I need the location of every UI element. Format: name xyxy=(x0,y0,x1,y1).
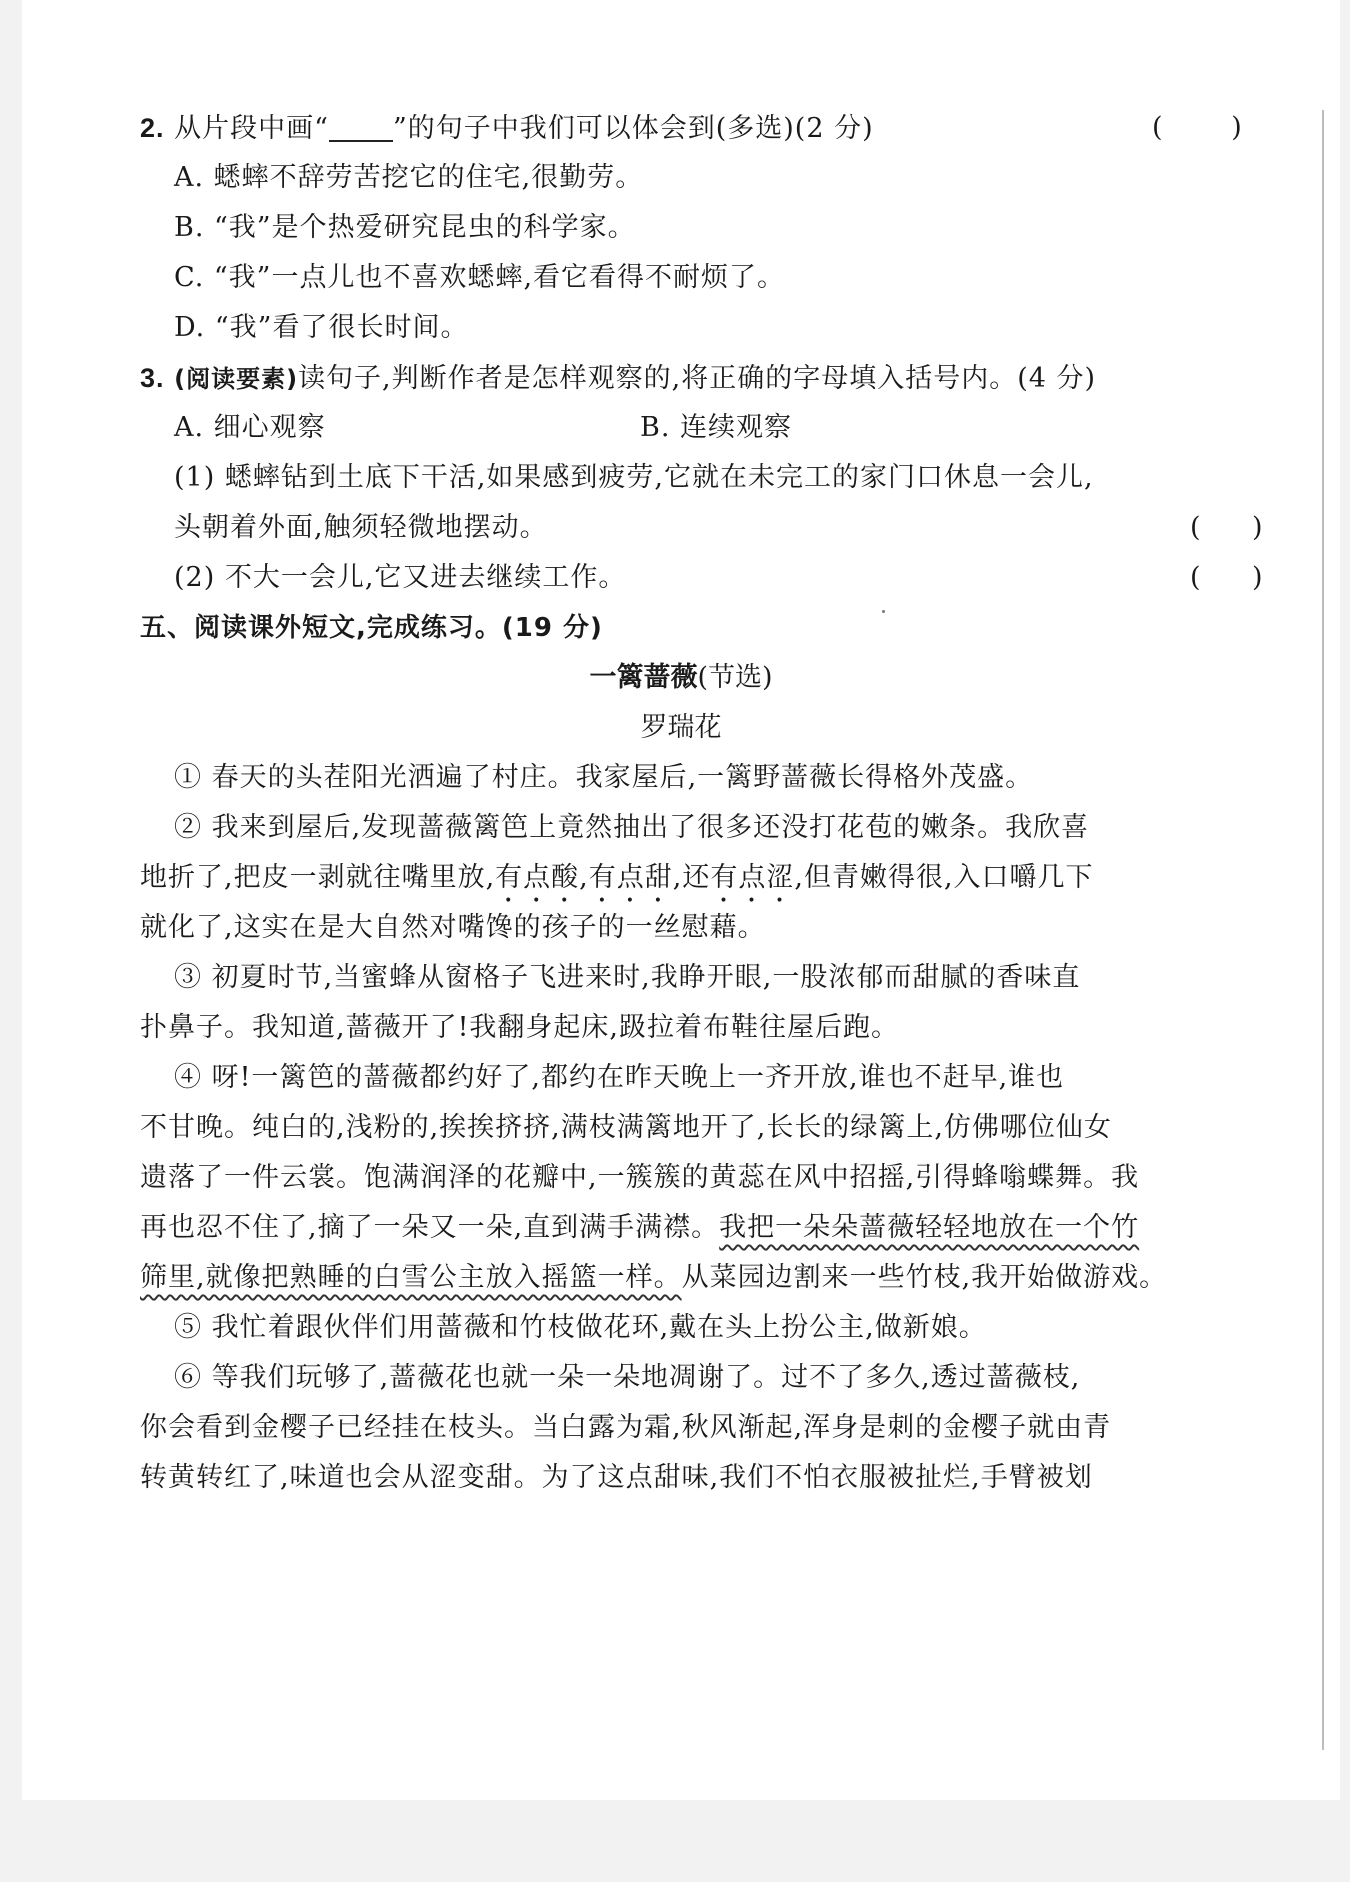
scan-speck xyxy=(882,610,885,613)
q3-item1-line1: (1) 蟋蟀钻到土底下干活,如果感到疲劳,它就在未完工的家门口休息一会儿, xyxy=(174,462,1094,493)
q3-item1-line2: 头朝着外面,触须轻微地摆动。 xyxy=(174,512,548,543)
q3-item1-answer-paren[interactable]: ( ) xyxy=(1190,512,1263,543)
paragraph-6-line-2: 你会看到金樱子已经挂在枝头。当白露为霜,秋风渐起,浑身是刺的金樱子就由青 xyxy=(140,1412,1112,1443)
q2-answer-paren[interactable]: ( ) xyxy=(1152,112,1242,143)
wavy-underlined-sentence-part2: 筛里,就像把熟睡的白雪公主放入摇篮一样。 xyxy=(140,1262,682,1293)
q3-tag: (阅读要素) xyxy=(174,365,299,393)
paragraph-4-line-1: ④ 呀!一篱笆的蔷薇都约好了,都约在昨天晚上一齐开放,谁也不赶早,谁也 xyxy=(174,1062,1065,1093)
worksheet-page xyxy=(22,0,1340,1800)
paragraph-4-line-5: 筛里,就像把熟睡的白雪公主放入摇篮一样。从菜园边割来一些竹枝,我开始做游戏。 xyxy=(140,1262,1168,1293)
dotted-phrase-sour: 有点酸 xyxy=(495,862,580,893)
passage-title-note: (节选) xyxy=(697,662,773,693)
q3-item2-answer-paren[interactable]: ( ) xyxy=(1190,562,1263,593)
paragraph-2-line-3: 就化了,这实在是大自然对嘴馋的孩子的一丝慰藉。 xyxy=(140,912,766,943)
paragraph-5: ⑤ 我忙着跟伙伴们用蔷薇和竹枝做花环,戴在头上扮公主,做新娘。 xyxy=(174,1312,987,1343)
q2-option-d: D. “我”看了很长时间。 xyxy=(174,312,469,343)
q2-option-b: B. “我”是个热爱研究昆虫的科学家。 xyxy=(174,212,636,243)
q3-option-b: B. 连续观察 xyxy=(640,412,793,443)
q2-option-a: A. 蟋蟀不辞劳苦挖它的住宅,很勤劳。 xyxy=(174,162,644,193)
passage-author: 罗瑞花 xyxy=(640,712,722,743)
passage-title-text: 一篱蔷薇 xyxy=(589,662,698,693)
paragraph-4-line-2: 不甘晚。纯白的,浅粉的,挨挨挤挤,满枝满篱地开了,长长的绿篱上,仿佛哪位仙女 xyxy=(140,1112,1112,1143)
paragraph-6-line-1: ⑥ 等我们玩够了,蔷薇花也就一朵一朵地凋谢了。过不了多久,透过蔷薇枝, xyxy=(174,1362,1081,1393)
right-margin-rule xyxy=(1322,110,1324,1750)
dotted-phrase-sweet: 有点甜 xyxy=(588,862,673,893)
q3-option-a: A. 细心观察 xyxy=(174,412,326,443)
q2-number: 2. xyxy=(140,113,165,143)
paragraph-1: ① 春天的头茬阳光洒遍了村庄。我家屋后,一篱野蔷薇长得格外茂盛。 xyxy=(174,762,1034,793)
q2-option-c: C. “我”一点儿也不喜欢蟋蟀,看它看得不耐烦了。 xyxy=(174,262,786,293)
paragraph-2-line-2: 地折了,把皮一剥就往嘴里放,有点酸,有点甜,还有点涩,但青嫩得很,入口嚼几下 xyxy=(140,862,1094,893)
section5-heading: 五、阅读课外短文,完成练习。(19 分) xyxy=(140,613,603,643)
paragraph-6-line-3: 转黄转红了,味道也会从涩变甜。为了这点甜味,我们不怕衣服被扯烂,手臂被划 xyxy=(140,1462,1093,1493)
q3-stem: 3. (阅读要素)读句子,判断作者是怎样观察的,将正确的字母填入括号内。(4 分) xyxy=(140,363,1097,394)
paragraph-3-line-2: 扑鼻子。我知道,蔷薇开了!我翻身起床,趿拉着布鞋往屋后跑。 xyxy=(140,1012,900,1043)
paragraph-2-line-1: ② 我来到屋后,发现蔷薇篱笆上竟然抽出了很多还没打花苞的嫩条。我欣喜 xyxy=(174,812,1090,843)
q3-number: 3. xyxy=(140,363,165,393)
wavy-underlined-sentence-part1: 我把一朵朵蔷薇轻轻地放在一个竹 xyxy=(719,1212,1140,1243)
paragraph-4-line-3: 遗落了一件云裳。饱满润泽的花瓣中,一簇簇的黄蕊在风中招摇,引得蜂嗡蝶舞。我 xyxy=(140,1162,1140,1193)
dotted-phrase-astringent: 有点涩 xyxy=(710,862,795,893)
paragraph-4-line-4: 再也忍不住了,摘了一朵又一朵,直到满手满襟。我把一朵朵蔷薇轻轻地放在一个竹 xyxy=(140,1212,1140,1243)
q3-item2: (2) 不大一会儿,它又进去继续工作。 xyxy=(174,562,627,593)
paragraph-3-line-1: ③ 初夏时节,当蜜蜂从窗格子飞进来时,我睁开眼,一股浓郁而甜腻的香味直 xyxy=(174,962,1081,993)
q2-stem: 2. 从片段中画“ ”的句子中我们可以体会到(多选)(2 分) xyxy=(140,113,874,144)
q2-blank-underline xyxy=(329,118,393,142)
passage-title xyxy=(22,658,1340,698)
